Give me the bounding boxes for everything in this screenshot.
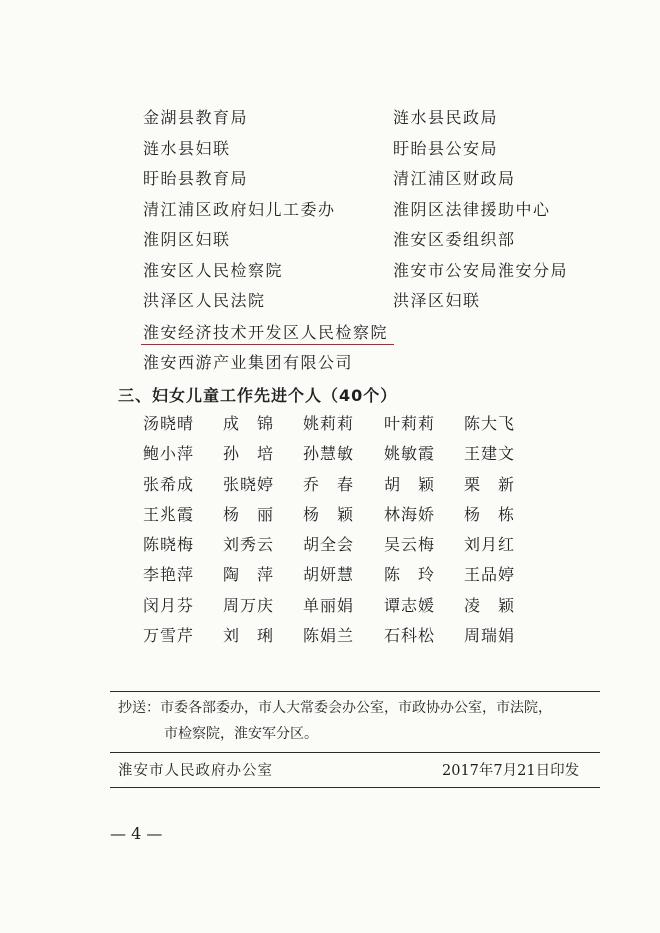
person-name: 刘月红 <box>464 535 516 555</box>
person-name: 张晓婷 <box>223 474 275 494</box>
person-name: 乔 春 <box>303 474 355 494</box>
person-name: 陈晓梅 <box>143 535 195 555</box>
person-name: 周瑞娟 <box>464 626 516 646</box>
person-name: 孙慧敏 <box>303 444 355 464</box>
unit-name: 金湖县教育局 <box>143 108 249 127</box>
unit-name: 淮安区人民检察院 <box>143 260 284 280</box>
cc-distribution-line: 市检察院，淮安军分区。 <box>164 726 318 742</box>
person-name: 姚莉莉 <box>303 414 355 433</box>
person-name: 王建文 <box>464 444 516 464</box>
issue-date: 2017年7月21日印发 <box>442 763 580 779</box>
person-name: 万雪芹 <box>143 626 195 646</box>
unit-name: 涟水县妇联 <box>143 138 231 158</box>
divider <box>110 691 600 692</box>
unit-name: 淮阴区法律援助中心 <box>393 199 551 219</box>
unit-name: 淮安市公安局淮安分局 <box>393 260 569 280</box>
person-name: 杨 丽 <box>223 504 275 524</box>
unit-row <box>143 286 613 317</box>
person-name: 凌 颖 <box>464 595 516 615</box>
person-name: 胡全会 <box>303 535 355 555</box>
person-name: 杨 颖 <box>303 504 355 524</box>
unit-name: 淮阴区妇联 <box>143 230 231 249</box>
unit-name: 盱眙县公安局 <box>393 138 499 158</box>
unit-row <box>143 134 613 165</box>
person-name: 鲍小萍 <box>143 444 195 464</box>
person-name: 李艳萍 <box>143 565 195 585</box>
unit-row <box>143 164 613 195</box>
cc-distribution-line: 抄送：市委各部委办，市人大常委会办公室，市政协办公室，市法院， <box>118 700 552 716</box>
person-name: 陈大飞 <box>464 414 516 433</box>
unit-name: 清江浦区政府妇儿工委办 <box>143 199 336 219</box>
person-name: 单丽娟 <box>303 595 355 615</box>
section-heading: 三、妇女儿童工作先进个人（40个） <box>118 386 398 405</box>
unit-list <box>143 103 613 317</box>
highlighted-unit-name: 淮安经济技术开发区人民检察院 <box>143 323 389 342</box>
person-name: 石科松 <box>384 626 436 646</box>
person-name: 王品婷 <box>464 565 516 585</box>
unit-name: 洪泽区妇联 <box>393 291 481 310</box>
unit-name: 清江浦区财政局 <box>393 169 516 188</box>
divider <box>110 752 600 753</box>
person-name: 胡 颖 <box>384 474 436 494</box>
person-name: 栗 新 <box>464 474 516 494</box>
person-name: 姚敏霞 <box>384 444 436 464</box>
person-name: 叶莉莉 <box>384 414 436 433</box>
issuing-office: 淮安市人民政府办公室 <box>118 763 273 779</box>
person-name: 吴云梅 <box>384 535 436 555</box>
unit-row <box>143 195 613 226</box>
unit-row <box>143 225 613 256</box>
person-name: 林海娇 <box>384 504 436 524</box>
unit-name: 盱眙县教育局 <box>143 169 249 188</box>
person-name: 陶 萍 <box>223 565 275 585</box>
unit-name: 洪泽区人民法院 <box>143 291 266 310</box>
person-name: 谭志媛 <box>384 595 436 615</box>
person-name: 成 锦 <box>223 414 275 433</box>
person-name: 刘 琍 <box>223 626 275 646</box>
unit-name: 淮安区委组织部 <box>393 230 516 249</box>
person-name: 陈娟兰 <box>303 626 355 646</box>
person-name: 刘秀云 <box>223 535 275 555</box>
unit-row <box>143 256 613 287</box>
person-name: 陈 玲 <box>384 565 436 585</box>
person-name: 杨 栋 <box>464 504 516 524</box>
person-name: 张希成 <box>143 474 195 494</box>
divider <box>110 787 600 788</box>
page-number: — 4 — <box>110 824 163 843</box>
person-name: 汤晓晴 <box>143 414 195 433</box>
unit-name: 淮安西游产业集团有限公司 <box>143 353 354 372</box>
unit-name: 涟水县民政局 <box>393 108 499 127</box>
unit-row <box>143 103 613 134</box>
person-name: 闵月芬 <box>143 595 195 615</box>
person-name: 孙 培 <box>223 444 275 464</box>
person-name: 王兆霞 <box>143 504 195 524</box>
red-underline <box>141 344 394 345</box>
person-name: 周万庆 <box>223 595 275 615</box>
person-name: 胡妍慧 <box>303 565 355 585</box>
